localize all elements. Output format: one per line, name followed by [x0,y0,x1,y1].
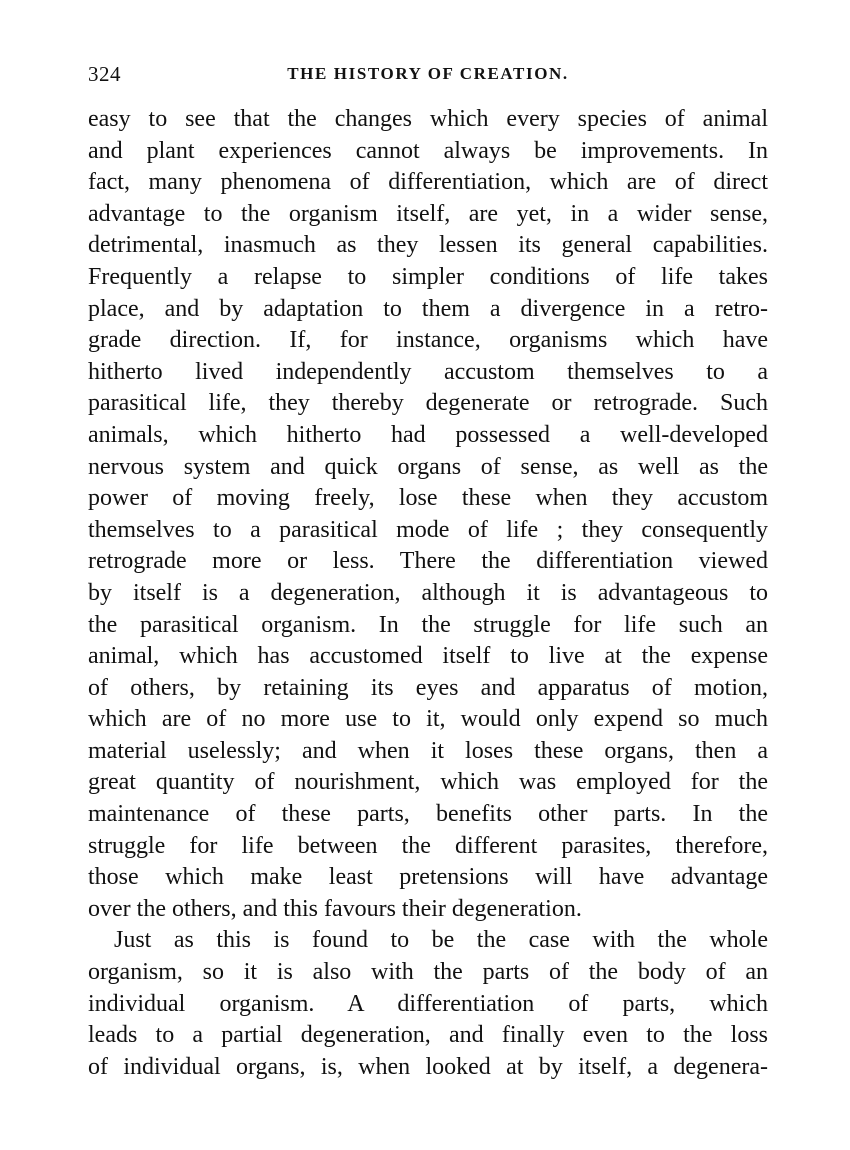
text-line: easy to see that the changes which every species of animal [88,106,768,132]
text-line: Frequently a relapse to simpler conditions of life takes [88,263,768,290]
text-line: great quantity of nourishment, which was employed for the [88,769,768,796]
text-line: nervous system and quick organs of sense, as well as the [88,453,768,480]
running-title: THE HISTORY OF CREATION. [287,64,569,83]
text-line: power of moving freely, lose these when they accustom [88,485,768,512]
text-line: by itself is a degeneration, although it is advantageous to [88,579,768,606]
text-line: themselves to a parasitical mode of life ; they consequently [88,516,768,543]
text-line: advantage to the organism itself, are yet, in a wider sense, [88,200,768,227]
paragraph-2 [88,925,768,1083]
text-line: hitherto lived independently accustom themselves to a [88,358,768,385]
paragraph-1 [88,104,768,925]
text-line: and plant experiences cannot always be improvements. In [88,137,768,164]
text-line: parasitical life, they thereby degenerate or retrograde. Such [88,390,768,417]
text-line: the parasitical organism. In the struggle for life such an [88,611,768,638]
text-line: material uselessly; and when it loses these organs, then a [88,737,768,764]
text-line: of individual organs, is, when looked at by itself, a degenera- [88,1053,768,1080]
text-line: struggle for life between the different parasites, therefore, [88,832,768,859]
body-text [88,104,768,1083]
text-line: individual organism. A differentiation of parts, which [88,990,768,1017]
text-line: which are of no more use to it, would only expend so much [88,706,768,733]
text-line: fact, many phenomena of differentiation, which are of direct [88,169,768,196]
text-line: animal, which has accustomed itself to live at the expense [88,643,768,670]
running-head [88,60,768,88]
text-line: maintenance of these parts, benefits other parts. In the [88,801,768,828]
text-line: over the others, and this favours their degeneration. [88,895,582,922]
text-line: retrograde more or less. There the differentiation viewed [88,548,768,575]
text-line: organism, so it is also with the parts of the body of an [88,959,768,986]
text-line: of others, by retaining its eyes and apparatus of motion, [88,674,768,701]
text-line: place, and by adaptation to them a divergence in a retro- [88,295,768,322]
text-line: those which make least pretensions will have advantage [88,864,768,891]
text-line: animals, which hitherto had possessed a well-developed [88,421,768,448]
text-line: leads to a partial degeneration, and finally even to the loss [88,1022,768,1049]
page-number: 324 [88,62,121,86]
text-line: Just as this is found to be the case with the whole [114,927,768,954]
text-line: grade direction. If, for instance, organisms which have [88,327,768,354]
text-line: detrimental, inasmuch as they lessen its general capabilities. [88,232,768,259]
